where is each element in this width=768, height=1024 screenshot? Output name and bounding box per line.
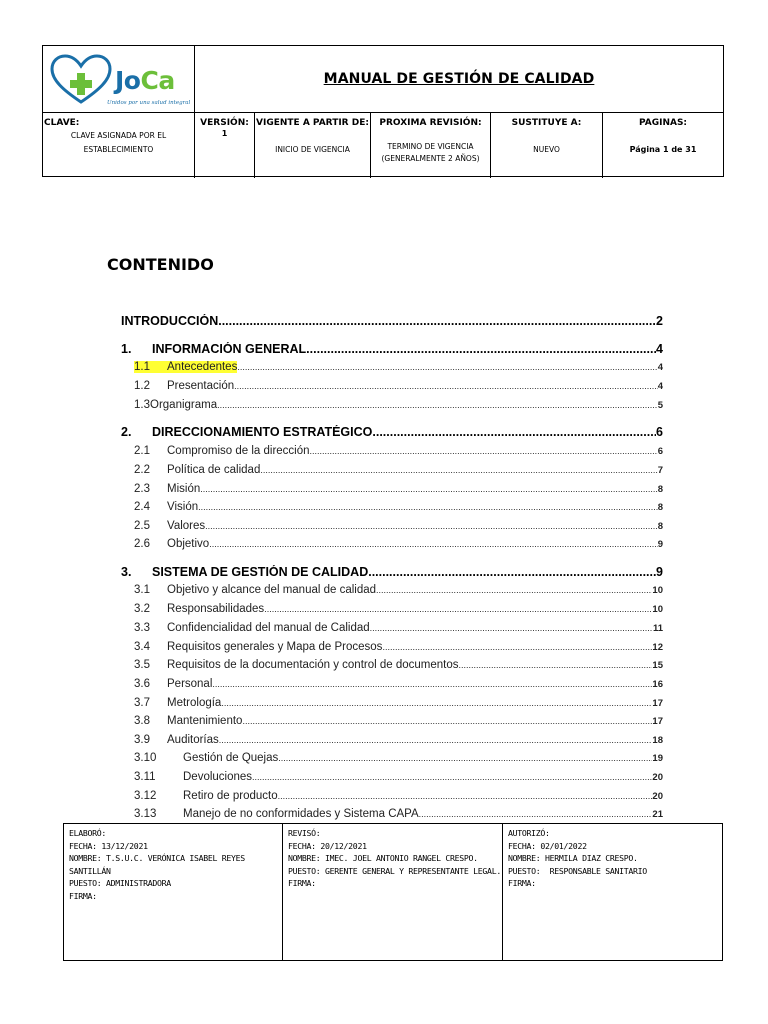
toc-entry-title: Confidencialidad del manual de Calidad [167, 622, 370, 634]
signature-autorizo [503, 824, 722, 960]
toc-entry-number: 3.1 [134, 584, 150, 596]
toc-entry-title: Personal [167, 678, 213, 690]
toc-entry-title: INFORMACIÓN GENERAL [152, 342, 307, 356]
toc-leader-dots [306, 342, 656, 356]
vigente-cell [255, 113, 371, 178]
toc-entry-number: 1. [121, 342, 132, 356]
toc-entry[interactable] [134, 808, 663, 820]
toc-entry-title: Requisitos generales y Mapa de Procesos [167, 641, 383, 653]
toc-entry-page: 17 [652, 698, 663, 709]
signature-line: FIRMA: [69, 890, 97, 901]
toc-leader-dots [278, 791, 653, 801]
toc-leader-dots [278, 753, 652, 763]
toc-entry[interactable] [134, 501, 663, 513]
toc-entry-number: 3.12 [134, 790, 157, 802]
toc-entry-number: 2.6 [134, 538, 150, 550]
toc-entry[interactable] [134, 445, 663, 457]
vigente-label: VIGENTE A PARTIR DE: [256, 118, 369, 128]
toc-entry[interactable] [134, 659, 663, 671]
revision-cell [371, 113, 491, 178]
toc-entry-number: 3.6 [134, 678, 150, 690]
signature-elaboro [64, 824, 283, 960]
logo-tagline: Unidos por una salud integral [107, 100, 191, 106]
version-cell [195, 113, 255, 178]
signature-line: NOMBRE: HERMILA DIAZ CRESPO. [508, 853, 638, 864]
toc-leader-dots [370, 623, 653, 633]
toc-entry-title: Auditorías [167, 734, 219, 746]
toc-leader-dots [200, 484, 657, 494]
toc-leader-dots [209, 539, 658, 549]
toc-entry-page: 8 [657, 521, 663, 532]
toc-leader-dots [459, 660, 653, 670]
toc-entry[interactable] [134, 771, 663, 783]
toc-entry-title: Devoluciones [183, 771, 253, 783]
toc-leader-dots [382, 642, 652, 652]
toc-entry-page: 5 [657, 400, 663, 411]
toc-leader-dots [310, 446, 658, 456]
signature-line: FIRMA: [508, 878, 536, 889]
toc-entry-page: 2 [656, 314, 663, 328]
toc-entry-page: 8 [657, 502, 663, 513]
toc-entry-number: 3.13 [134, 808, 157, 820]
sustituye-value: NUEVO [533, 145, 560, 154]
toc-entry[interactable] [134, 752, 663, 764]
toc-entry[interactable] [121, 314, 663, 328]
toc-entry-number: 2.3 [134, 483, 150, 495]
toc-entry-page: 18 [652, 735, 663, 746]
toc-leader-dots [376, 585, 652, 595]
signature-line: PUESTO: ADMINISTRADORA [69, 878, 171, 889]
toc-entry-page: 20 [652, 772, 663, 783]
toc-entry-title: INTRODUCCIÓN [121, 314, 219, 328]
toc-entry[interactable] [134, 734, 663, 746]
toc-entry-title: Responsabilidades [167, 603, 265, 615]
revision-label: PROXIMA REVISIÓN: [379, 118, 482, 128]
toc-leader-dots [419, 809, 653, 819]
toc-entry[interactable] [134, 399, 663, 411]
toc-entry-title: Política de calidad [167, 464, 261, 476]
toc-entry-number: 3.9 [134, 734, 150, 746]
document-title: MANUAL DE GESTIÓN DE CALIDAD [323, 71, 595, 87]
toc-entry[interactable] [134, 380, 663, 392]
toc-entry-title: Gestión de Quejas [183, 752, 279, 764]
toc-entry-page: 10 [652, 585, 663, 596]
toc-entry-number: 3.8 [134, 715, 150, 727]
toc-entry-title: Misión [167, 483, 201, 495]
clave-value-1: CLAVE ASIGNADA POR EL [70, 131, 167, 140]
toc-leader-dots [198, 502, 658, 512]
toc-entry-title: SISTEMA DE GESTIÓN DE CALIDAD [152, 565, 369, 579]
toc-leader-dots [221, 698, 652, 708]
toc-entry-title: Requisitos de la documentación y control de documentos [167, 659, 459, 671]
toc-entry-page: 4 [657, 362, 663, 373]
toc-entry[interactable] [134, 641, 663, 653]
toc-entry-number: 2.2 [134, 464, 150, 476]
toc-leader-dots [234, 381, 658, 391]
toc-entry[interactable] [134, 622, 663, 634]
toc-entry-page: 12 [652, 642, 663, 653]
revision-value-1: TERMINO DE VIGENCIA [387, 142, 474, 151]
sustituye-label: SUSTITUYE A: [511, 118, 582, 128]
signature-line: FECHA: 02/01/2022 [508, 840, 587, 851]
toc-leader-dots [217, 400, 658, 410]
toc-leader-dots [264, 604, 652, 614]
toc-entry-page: 8 [657, 484, 663, 495]
heart-cross-icon [49, 54, 113, 106]
toc-entry-page: 4 [657, 381, 663, 392]
toc-entry[interactable] [134, 697, 663, 709]
toc-leader-dots [212, 679, 652, 689]
logo-wordmark: JoCa [115, 66, 175, 95]
signature-line: FIRMA: [288, 878, 316, 889]
toc-entry-title: Valores [167, 520, 206, 532]
toc-leader-dots [219, 735, 653, 745]
toc-leader-dots [260, 465, 657, 475]
toc-leader-dots [372, 425, 656, 439]
toc-entry-number: 3.11 [134, 771, 156, 783]
toc-entry-number: 3.4 [134, 641, 150, 653]
toc-entry-title: Organigrama [150, 399, 218, 411]
toc-entry-title: Retiro de producto [183, 790, 278, 802]
toc-entry-page: 7 [657, 465, 663, 476]
toc-entry-title: Presentación [167, 380, 235, 392]
toc-entry-number: 2.5 [134, 520, 150, 532]
paginas-label: PAGINAS: [638, 118, 688, 128]
toc-entry-page: 15 [652, 660, 663, 671]
toc-leader-dots [252, 772, 652, 782]
toc-entry-page: 4 [656, 342, 663, 356]
toc-entry[interactable] [134, 715, 663, 727]
toc-entry-number: 3.10 [134, 752, 157, 764]
toc-entry-number: 1.1 [134, 361, 167, 373]
revision-value-2: (GENERALMENTE 2 AÑOS) [381, 154, 480, 163]
toc-leader-dots [205, 521, 658, 531]
title-cell [195, 46, 723, 112]
toc-entry[interactable] [134, 790, 663, 802]
toc-entry[interactable] [134, 584, 663, 596]
toc-entry-number: 1.2 [134, 380, 150, 392]
toc-entry-page: 19 [652, 753, 663, 764]
toc-entry-number: 3.5 [134, 659, 150, 671]
signature-line: FECHA: 13/12/2021 [69, 840, 148, 851]
signature-table [63, 823, 723, 961]
signature-line: PUESTO: GERENTE GENERAL Y REPRESENTANTE LEGAL. [288, 865, 501, 876]
toc-entry-number: 2.1 [134, 445, 150, 457]
toc-entry-page: 16 [652, 679, 663, 690]
signature-line: NOMBRE: T.S.U.C. VERÓNICA ISABEL REYES SANTILLÁN [69, 853, 250, 876]
joca-logo [49, 54, 189, 106]
toc-entry-number: 3.3 [134, 622, 150, 634]
clave-label: CLAVE: [44, 118, 80, 128]
toc-leader-dots [237, 362, 657, 372]
toc-entry-page: 6 [656, 425, 663, 439]
toc-entry-page: 6 [657, 446, 663, 457]
sustituye-cell [491, 113, 603, 178]
toc-entry[interactable] [121, 425, 663, 439]
toc-entry-page: 9 [657, 539, 663, 550]
toc-entry-page: 21 [652, 809, 663, 820]
signature-line: PUESTO: RESPONSABLE SANITARIO [508, 865, 647, 876]
toc-entry[interactable] [134, 520, 663, 532]
toc-entry[interactable] [134, 603, 663, 615]
toc-entry[interactable] [134, 538, 663, 550]
header-info-row [43, 112, 723, 178]
signature-line: AUTORIZÓ: [508, 828, 550, 838]
signature-line: REVISÓ: [288, 828, 321, 838]
toc-leader-dots [218, 314, 656, 328]
toc-entry[interactable] [134, 361, 663, 373]
clave-value-2: ESTABLECIMIENTO [83, 145, 154, 154]
toc-entry-title: Objetivo y alcance del manual de calidad [167, 584, 377, 596]
toc-entry-title: Mantenimiento [167, 715, 243, 727]
logo-cell [43, 46, 195, 112]
contents-title: CONTENIDO [107, 255, 214, 274]
toc-entry-number: 1.3 [134, 399, 150, 411]
toc-entry-page: 17 [652, 716, 663, 727]
paginas-value: Página 1 de 31 [629, 145, 697, 154]
toc-entry-title: Manejo de no conformidades y Sistema CAPA [183, 808, 419, 820]
vigente-value: INICIO DE VIGENCIA [275, 145, 350, 154]
document-header [42, 45, 724, 177]
paginas-cell [603, 113, 723, 178]
toc-entry-title: Antecedentes [167, 361, 238, 373]
toc-entry-title: DIRECCIONAMIENTO ESTRATÉGICO [152, 425, 373, 439]
toc-entry-number: 2. [121, 425, 132, 439]
toc-entry[interactable] [121, 565, 663, 579]
toc-entry-page: 11 [652, 623, 663, 634]
toc-entry-number: 3.7 [134, 697, 150, 709]
toc-entry[interactable] [134, 678, 663, 690]
toc-entry-title: Compromiso de la dirección [167, 445, 310, 457]
toc-entry-title: Objetivo [167, 538, 210, 550]
toc-entry[interactable] [134, 464, 663, 476]
signature-line: NOMBRE: IMEC. JOEL ANTONIO RANGEL CRESPO. [288, 853, 478, 864]
toc-entry[interactable] [134, 483, 663, 495]
toc-entry-page: 20 [652, 791, 663, 802]
signature-reviso [283, 824, 503, 960]
toc-leader-dots [242, 716, 652, 726]
toc-entry-number: 3.2 [134, 603, 150, 615]
signature-line: FECHA: 20/12/2021 [288, 840, 367, 851]
clave-cell [43, 113, 195, 178]
toc-entry-page: 10 [652, 604, 663, 615]
version-value: 1 [221, 129, 228, 138]
toc-entry-title: Visión [167, 501, 199, 513]
toc-leader-dots [368, 565, 656, 579]
toc-entry-page: 9 [656, 565, 663, 579]
signature-line: ELABORÓ: [69, 828, 107, 838]
toc-entry-number: 3. [121, 565, 132, 579]
version-label: VERSIÓN: [200, 118, 249, 128]
toc-entry[interactable] [121, 342, 663, 356]
toc-entry-number: 2.4 [134, 501, 150, 513]
toc-entry-title: Metrología [167, 697, 222, 709]
